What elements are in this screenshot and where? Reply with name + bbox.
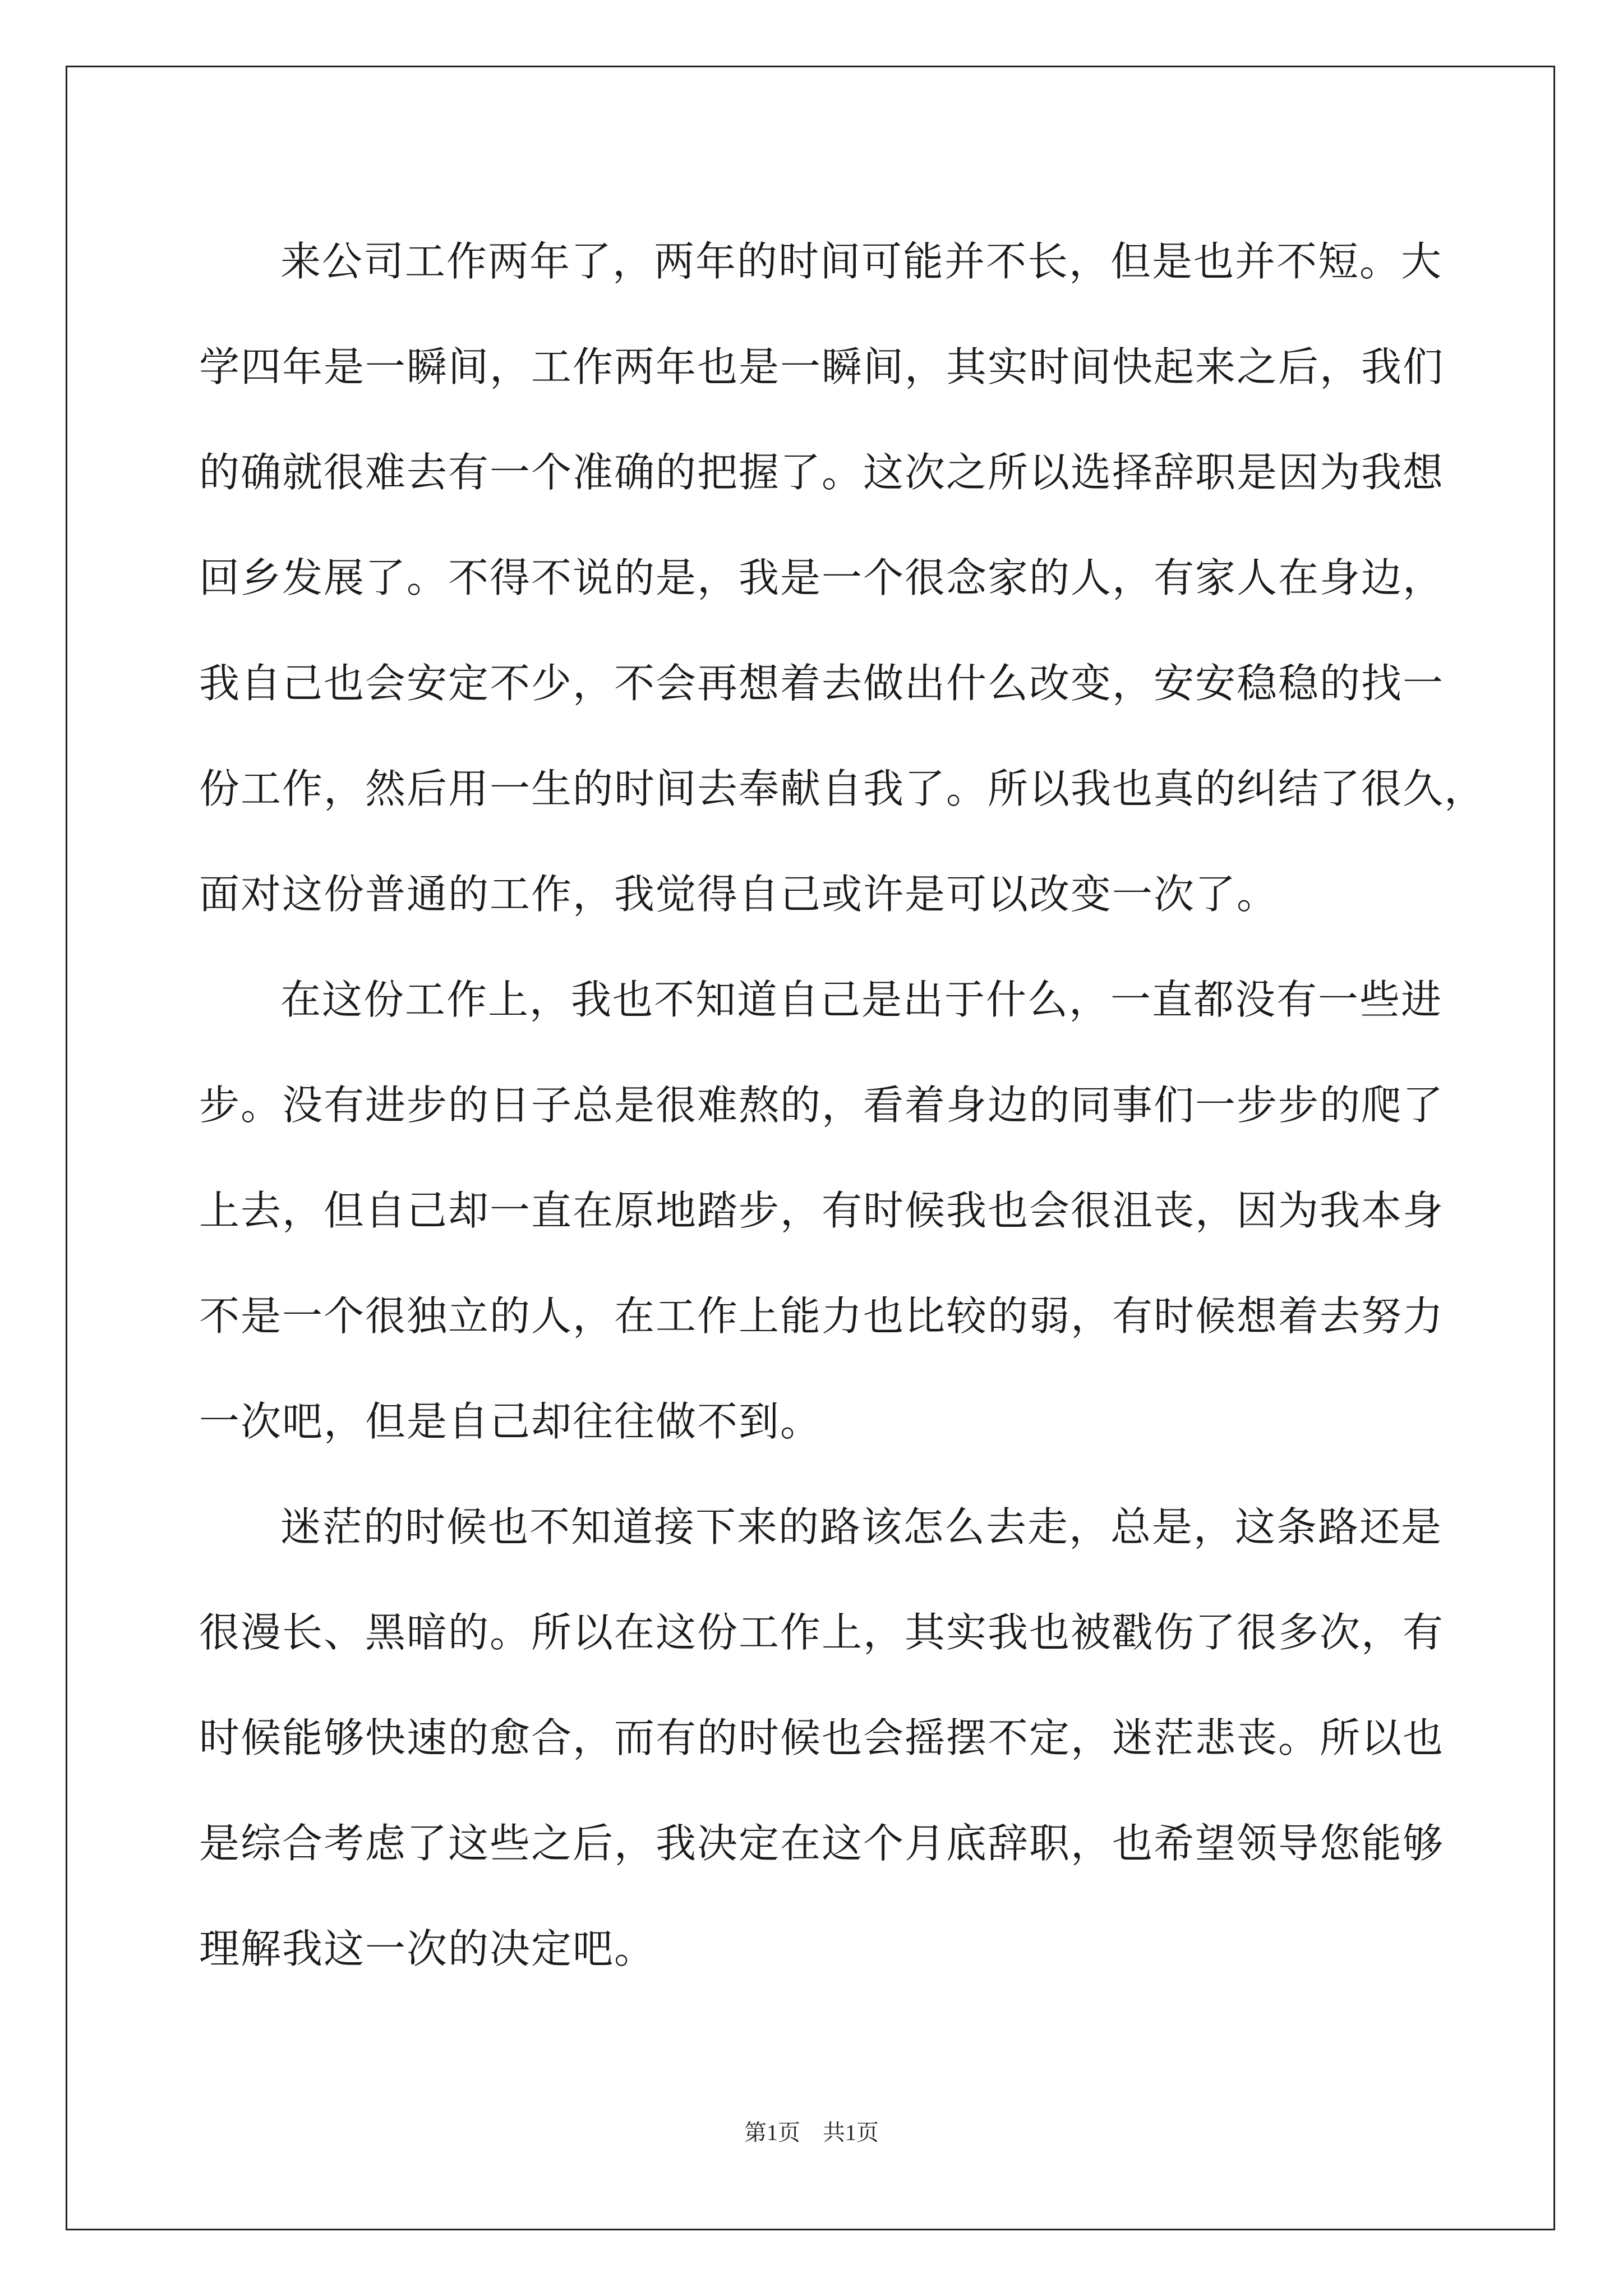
paragraph-2-line-3: 上去，但自己却一直在原地踏步，有时候我也会很沮丧，因为我本身 [199,1187,1445,1234]
paragraph-3-line-5: 理解我这一次的决定吧。 [199,1925,656,1972]
paragraph-2-line-2: 步。没有进步的日子总是很难熬的，看着身边的同事们一步步的爬了 [199,1082,1445,1129]
paragraph-1-line-3: 的确就很难去有一个准确的把握了。这次之所以选择辞职是因为我想 [199,449,1445,496]
paragraph-1-line-2: 学四年是一瞬间，工作两年也是一瞬间，其实时间快起来之后，我们 [199,343,1445,390]
paragraph-3-line-3: 时候能够快速的愈合，而有的时候也会摇摆不定，迷茫悲丧。所以也 [199,1714,1445,1761]
paragraph-3-line-2: 很漫长、黑暗的。所以在这份工作上，其实我也被戳伤了很多次，有 [199,1609,1445,1656]
paragraph-1-line-5: 我自己也会安定不少，不会再想着去做出什么改变，安安稳稳的找一 [199,660,1445,707]
paragraph-1-line-7: 面对这份普通的工作，我觉得自己或许是可以改变一次了。 [199,871,1279,918]
page-number-footer: 第1页 共1页 [744,2120,879,2145]
paragraph-1-line-4: 回乡发展了。不得不说的是，我是一个很念家的人，有家人在身边， [199,554,1445,601]
document-body [199,209,1486,2001]
paragraph-3-line-4: 是综合考虑了这些之后，我决定在这个月底辞职，也希望领导您能够 [199,1820,1445,1867]
paragraph-2-line-4: 不是一个很独立的人，在工作上能力也比较的弱，有时候想着去努力 [199,1292,1445,1340]
paragraph-3-line-1: 迷茫的时候也不知道接下来的路该怎么去走，总是，这条路还是 [280,1503,1443,1550]
paragraph-2-line-1: 在这份工作上，我也不知道自己是出于什么，一直都没有一些进 [280,976,1443,1023]
paragraph-2-line-5: 一次吧，但是自己却往往做不到。 [199,1398,822,1445]
paragraph-1-line-6: 份工作，然后用一生的时间去奉献自我了。所以我也真的纠结了很久， [199,765,1486,812]
paragraph-1-line-1: 来公司工作两年了，两年的时间可能并不长，但是也并不短。大 [280,238,1443,285]
